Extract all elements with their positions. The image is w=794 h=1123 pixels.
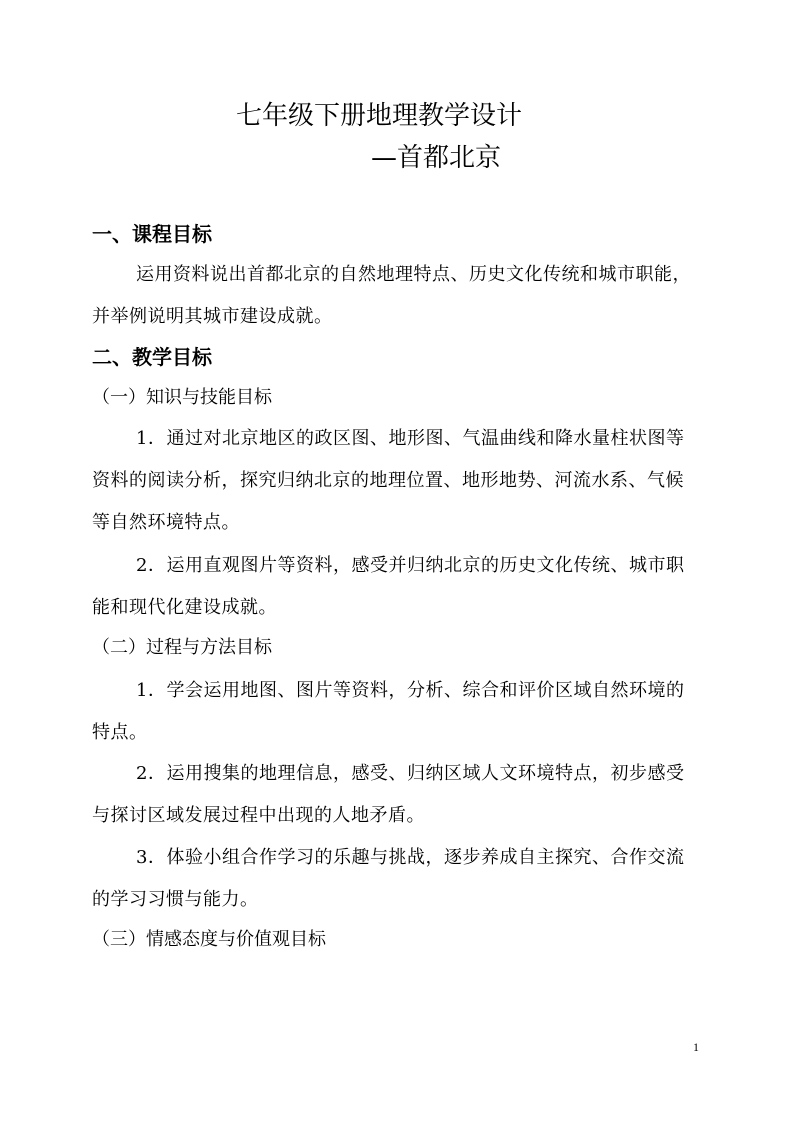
process-method-heading: （二）过程与方法目标 [92,637,272,658]
knowledge-item-1: 1．通过对北京地区的政区图、地形图、气温曲线和降水量柱状图等资料的阅读分析，探究归纳北京的地理位置、地形地势、河流水系、气候等自然环境特点。 [92,428,685,533]
document-title: 七年级下册地理教学设计 [236,101,523,131]
course-goal-heading: 一、课程目标 [92,222,212,246]
teaching-goal-heading: 二、教学目标 [92,345,212,369]
emotion-value-heading: （三）情感态度与价值观目标 [92,929,326,950]
page-number: 1 [693,1040,699,1054]
process-item-2: 2．运用搜集的地理信息，感受、归纳区域人文环境特点，初步感受与探讨区域发展过程中出现的人地矛盾。 [92,763,685,826]
process-item-1: 1．学会运用地图、图片等资料，分析、综合和评价区域自然环境的特点。 [92,680,685,743]
document-subtitle: —首都北京 [371,143,502,173]
process-item-3: 3．体验小组合作学习的乐趣与挑战，逐步养成自主探究、合作交流的学习习惯与能力。 [92,847,685,910]
course-goal-paragraph: 运用资料说出首都北京的自然地理特点、历史文化传统和城市职能，并举例说明其城市建设成就。 [92,264,691,327]
knowledge-item-2: 2．运用直观图片等资料，感受并归纳北京的历史文化传统、城市职能和现代化建设成就。 [92,555,685,618]
knowledge-skills-heading: （一）知识与技能目标 [92,387,272,408]
